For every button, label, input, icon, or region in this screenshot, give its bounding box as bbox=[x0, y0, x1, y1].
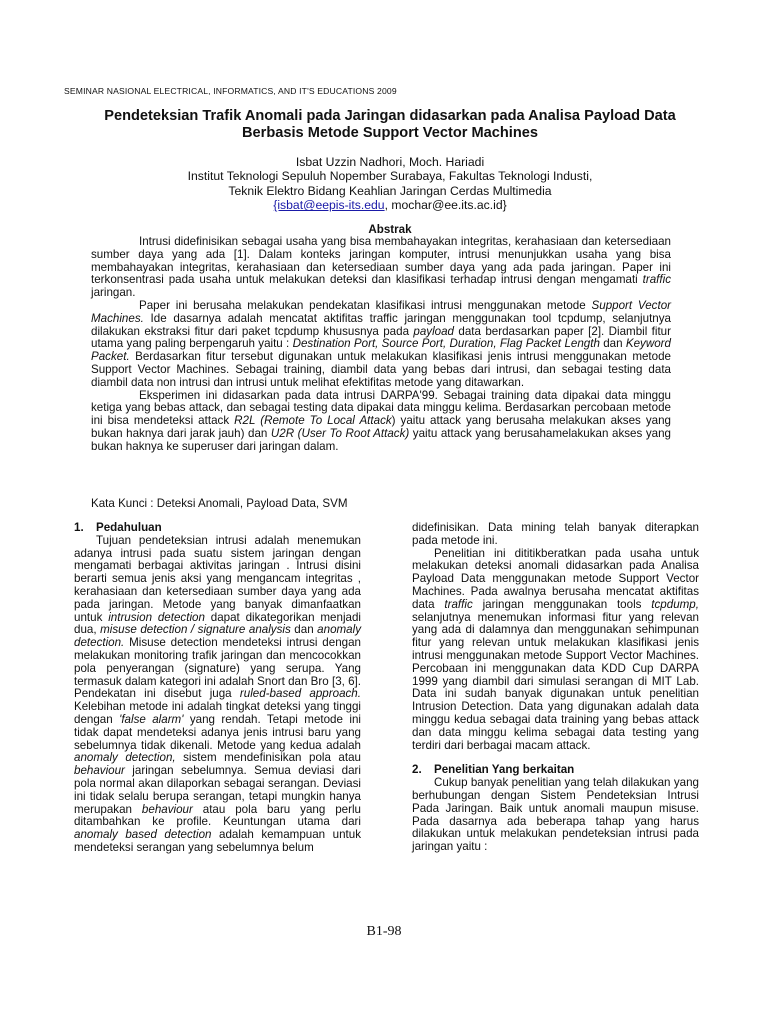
text-italic: R2L (Remote To Local Attack bbox=[234, 414, 392, 428]
text: yang rendah. Tetapi metode ini tidak dapat mendeteksi adanya jenis intrusi baru yang sebelumnya tidak dikenali. Metode yang kedua adalah bbox=[74, 712, 361, 752]
text: Misuse detection mendeteksi intrusi dengan melakukan monitoring trafik jaringan dan mencocokkan pola penyerangan (signature) yang serupa. Yang termasuk dalam kategori ini adalah Snort dan Bro [3, 6]. Pendekatan ini disebut juga bbox=[74, 636, 361, 701]
text: Ide dasarnya adalah mencatat aktifitas traffic jaringan menggunakan tool tcpdump, selanjutnya dilakukan ekstraksi fitur dari paket tcpdump khususnya pada bbox=[91, 311, 671, 338]
affiliation-line-1: Institut Teknologi Sepuluh Nopember Surabaya, Fakultas Teknologi Industi, bbox=[187, 169, 593, 184]
text: jaringan menggunakan tools bbox=[472, 597, 652, 611]
section-1-paragraph bbox=[74, 535, 361, 855]
text-italic: Support Vector Machines. bbox=[91, 298, 672, 325]
text-italic: signature analysis bbox=[197, 623, 291, 637]
running-header: SEMINAR NASIONAL ELECTRICAL, INFORMATICS, AND IT'S EDUCATIONS 2009 bbox=[64, 86, 397, 96]
section-2-paragraph: Cukup banyak penelitian yang telah dilakukan yang berhubungan dengan Sistem Pendeteksian Intrusi Pada Jaringan. Baik untuk anomali maupun misuse. Pada dasarnya ada beberapa tahap yang harus dilakukan untuk melakukan pendeteksian intrusi pada jaringan yaitu : bbox=[412, 776, 699, 854]
text: Intrusi didefinisikan sebagai usaha yang bisa membahayakan integritas, kerahasiaan dan ketersediaan sumber daya yang ada [1]. Dalam konteks jaringan komputer, intrusi menunjukkan usaha yang bisa membahayakan integritas, kerahasiaan dan ketersediaan sumber daya yang ada pada jaringan. Paper ini terkonsentrasi pada usaha untuk melakukan deteksi dan klasifikasi terhadap intrusi dengan mengamati bbox=[91, 235, 671, 287]
section-number: 2. bbox=[412, 763, 422, 777]
text-italic: tcpdump, bbox=[651, 597, 699, 611]
section-title: Pedahuluan bbox=[96, 521, 162, 534]
left-column bbox=[74, 522, 361, 855]
email-link[interactable]: {isbat@eepis-its.edu bbox=[273, 198, 385, 213]
text-italic: traffic bbox=[444, 597, 473, 611]
text-italic: U2R (User To Root Attack) bbox=[270, 426, 410, 440]
email-rest: , mochar@ee.its.ac.id} bbox=[384, 198, 507, 213]
continued-paragraph: didefinisikan. Data mining telah banyak diterapkan pada metode ini. bbox=[412, 521, 699, 547]
text-italic: anomaly detection, bbox=[74, 751, 176, 765]
affiliation-line-2: Teknik Elektro Bidang Keahlian Jaringan Cerdas Multimedia bbox=[228, 183, 552, 198]
text-italic: / bbox=[187, 623, 198, 637]
paper-title bbox=[70, 108, 710, 142]
text: sistem mendefinisikan pola atau bbox=[175, 751, 361, 765]
title-line-1: Pendeteksian Trafik Anomali pada Jaringan didasarkan pada Analisa Payload Data bbox=[104, 108, 676, 124]
text: Penelitian ini dititikberatkan pada usaha untuk melakukan deteksi anomali didasarkan pada Analisa Payload Data menggunakan metode Support Vector Machines. Pada awalnya berusaha mencatat aktifitas data bbox=[412, 546, 699, 611]
abstract-paragraph-3 bbox=[91, 390, 671, 454]
text-italic: anomaly based detection bbox=[74, 828, 212, 842]
text: ) yaitu attack yang berusaha melakukan akses yang bukan haknya dari jarak jauh) dan bbox=[91, 414, 672, 440]
author-emails bbox=[70, 198, 710, 212]
text-italic: Destination Port, Source Port, Duration, Flag Packet Length bbox=[292, 337, 600, 351]
section-title: Penelitian Yang berkaitan bbox=[434, 763, 575, 777]
research-focus-paragraph bbox=[412, 548, 699, 753]
text: dan bbox=[290, 623, 318, 637]
text: data berdasarkan paper [2]. Diambil fitur utama yang paling berpengaruh yaitu : bbox=[91, 324, 671, 351]
text-italic: ruled-based approach. bbox=[239, 687, 361, 701]
text-italic: payload bbox=[413, 324, 455, 338]
title-line-2: Berbasis Metode Support Vector Machines bbox=[241, 125, 538, 141]
text-italic: traffic bbox=[642, 273, 671, 287]
text: adalah kemampuan untuk mendeteksi serangan yang sebelumnya belum bbox=[74, 828, 361, 854]
text: Kelebihan metode ini adalah tingkat deteksi yang tinggi dengan bbox=[74, 700, 361, 726]
text: jaringan sebelumnya. Semua deviasi dari pola normal akan dilaporkan sebagai serangan. Deviasi ini tidak selalu berupa serangan, tetapi mungkin hanya merupakan bbox=[74, 764, 361, 816]
text: dan bbox=[599, 337, 626, 351]
right-column bbox=[412, 522, 699, 854]
abstract-paragraph-1 bbox=[91, 236, 671, 300]
abstract-body bbox=[91, 236, 671, 454]
text: dapat dikategorikan menjadi dua, bbox=[74, 610, 361, 637]
text-italic: Keyword Packet. bbox=[91, 337, 671, 364]
text-italic: intrusion detection bbox=[108, 610, 205, 624]
text-italic: 'false alarm' bbox=[119, 712, 184, 726]
text: Paper ini berusaha melakukan pendekatan klasifikasi intrusi menggunakan metode bbox=[139, 298, 592, 312]
text: Berdasarkan fitur tersebut digunakan untuk melakukan klasifikasi jenis intrusi menggunakan metode Support Vector Machines. Sebagai training, diambil data yang bebas dari intrusi, dan sebagai testing data diambil data non intrusi dan intrusi untuk melihat efektifitas metode yang ditawarkan. bbox=[91, 350, 671, 389]
text: yaitu attack yang berusahamelakukan akses yang bukan haknya ke superuser dari jaringan dalam. bbox=[91, 426, 671, 453]
page-number: B1-98 bbox=[366, 924, 402, 939]
text-italic: misuse detection bbox=[100, 623, 188, 637]
author-block bbox=[70, 155, 710, 213]
keywords: Kata Kunci : Deteksi Anomali, Payload Data, SVM bbox=[91, 497, 348, 510]
text-italic: behaviour bbox=[74, 764, 125, 778]
text: atau pola baru yang perlu ditambahkan ke profile. Keuntungan utama dari bbox=[74, 802, 361, 829]
section-number: 1. bbox=[74, 521, 84, 534]
author-names: Isbat Uzzin Nadhori, Moch. Hariadi bbox=[295, 155, 485, 169]
text: Eksperimen ini didasarkan pada data intrusi DARPA'99. Sebagai training data dipakai data minggu ketiga yang bebas attack, dan sebagai testing data dipakai data minggu kelima. Berdasarkan percobaan metode ini bisa mendeteksi attack bbox=[91, 388, 671, 428]
text-italic: behaviour bbox=[141, 802, 193, 816]
text: jaringan. bbox=[91, 286, 136, 300]
text: Tujuan pendeteksian intrusi adalah menemukan adanya intrusi pada suatu sistem jaringan dengan mengamati berbagai aktivitas jaringan . Intrusi disini berarti semua jenis aksi yang mengancam integritas , kerahasiaan dan ketersediaan sumber daya yang ada pada jaringan. Metode yang banyak dimanfaatkan untuk bbox=[74, 533, 361, 624]
text: selanjutnya menemukan informasi fitur yang relevan yang ada di dalamnya dan menggunakan sehimpunan fitur yang relevan untuk melakukan klasifikasi jenis intrusi menggunakan metode Support Vector Machines. Percobaan ini menggunakan data KDD Cup DARPA 1999 yang diambil dari simulasi serangan di MIT Lab. Data ini sudah banyak digunakan untuk penelitian Intrusion Detection. Data yang digunakan adalah data minggu kedua sebagai data training yang bebas attack dan data minggu kelima sebagai data testing yang terdiri dari berbagai macam attack. bbox=[412, 610, 699, 752]
text-italic: anomaly detection. bbox=[74, 623, 361, 650]
abstract-heading: Abstrak bbox=[368, 223, 412, 236]
abstract-paragraph-2 bbox=[91, 300, 671, 390]
